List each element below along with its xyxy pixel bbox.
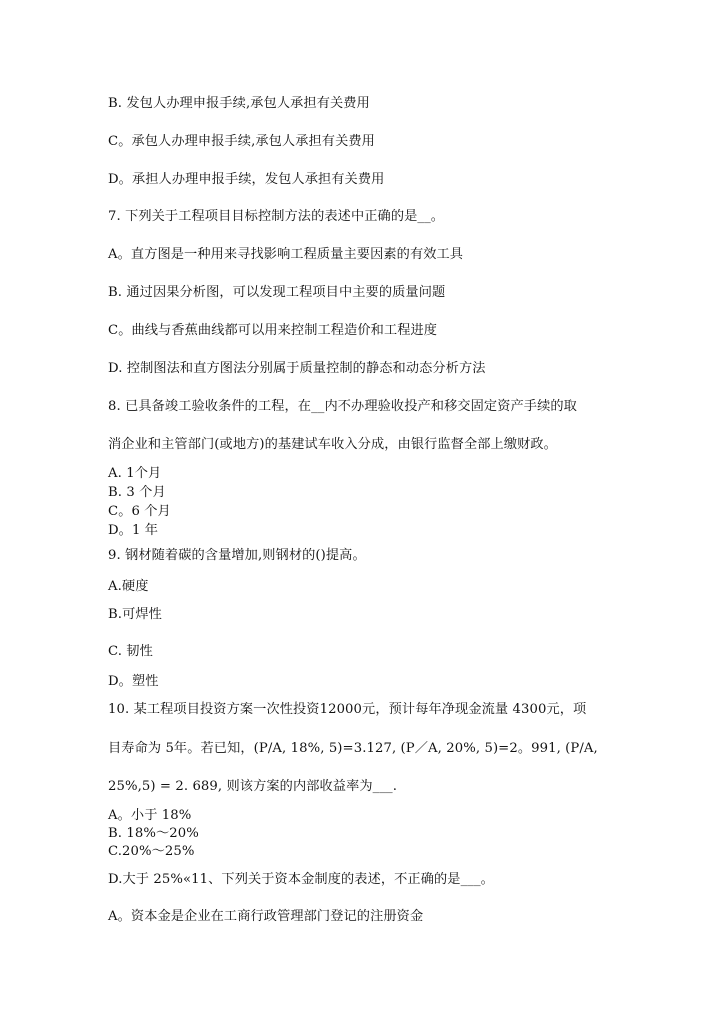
question-8-option-a: A. 1个月 — [108, 466, 162, 481]
question-9-option-c: C. 韧性 — [108, 644, 153, 659]
question-9-option-a: A.硬度 — [108, 579, 149, 594]
question-9: 9. 钢材随着碳的含量增加,则钢材的()提高。 — [108, 548, 366, 563]
question-8-option-b: B. 3 个月 — [108, 485, 166, 500]
question-9-option-b: B.可焊性 — [108, 607, 162, 622]
option-c-prev: C。承包人办理申报手续,承包人承担有关费用 — [108, 134, 375, 149]
question-10-line-3: 25%,5) = 2. 689, 则该方案的内部收益率为___. — [108, 779, 398, 794]
question-8-line-1: 8. 已具备竣工验收条件的工程，在__内不办理验收投产和移交固定资产手续的取 — [108, 399, 577, 414]
question-8-line-2: 消企业和主管部门(或地方)的基建试车收入分成，由银行监督全部上缴财政。 — [108, 437, 557, 452]
option-d-prev: D。承担人办理申报手续，发包人承担有关费用 — [108, 172, 385, 187]
question-7-option-a: A。直方图是一种用来寻找影响工程质量主要因素的有效工具 — [108, 247, 464, 262]
question-10-option-b: B. 18%～20% — [108, 826, 199, 841]
question-7-option-b: B. 通过因果分析图，可以发现工程项目中主要的质量问题 — [108, 285, 446, 300]
question-7: 7. 下列关于工程项目目标控制方法的表述中正确的是__。 — [108, 209, 445, 224]
question-9-option-d: D。塑性 — [108, 674, 159, 689]
question-10-line-1: 10. 某工程项目投资方案一次性投资12000元，预计每年净现金流量 4300元，项 — [108, 702, 587, 717]
question-10-option-c: C.20%～25% — [108, 844, 195, 859]
question-11-option-a: A。资本金是企业在工商行政管理部门登记的注册资金 — [108, 909, 424, 924]
question-10-option-a: A。小于 18% — [108, 808, 192, 823]
question-10-option-d-and-question-11: D.大于 25%«11、下列关于资本金制度的表述，不正确的是___。 — [108, 872, 494, 887]
question-7-option-c: C。曲线与香蕉曲线都可以用来控制工程造价和工程进度 — [108, 323, 438, 338]
question-10-line-2: 目寿命为 5年。若已知，(P/A, 18%, 5)=3.127, (P／A, 20%, 5)=2。991, (P/A, — [108, 741, 598, 756]
option-7b-prev: B. 发包人办理申报手续,承包人承担有关费用 — [108, 96, 370, 111]
question-8-option-d: D。1 年 — [108, 523, 159, 538]
question-8-option-c: C。6 个月 — [108, 504, 171, 519]
question-7-option-d: D. 控制图法和直方图法分别属于质量控制的静态和动态分析方法 — [108, 361, 486, 376]
